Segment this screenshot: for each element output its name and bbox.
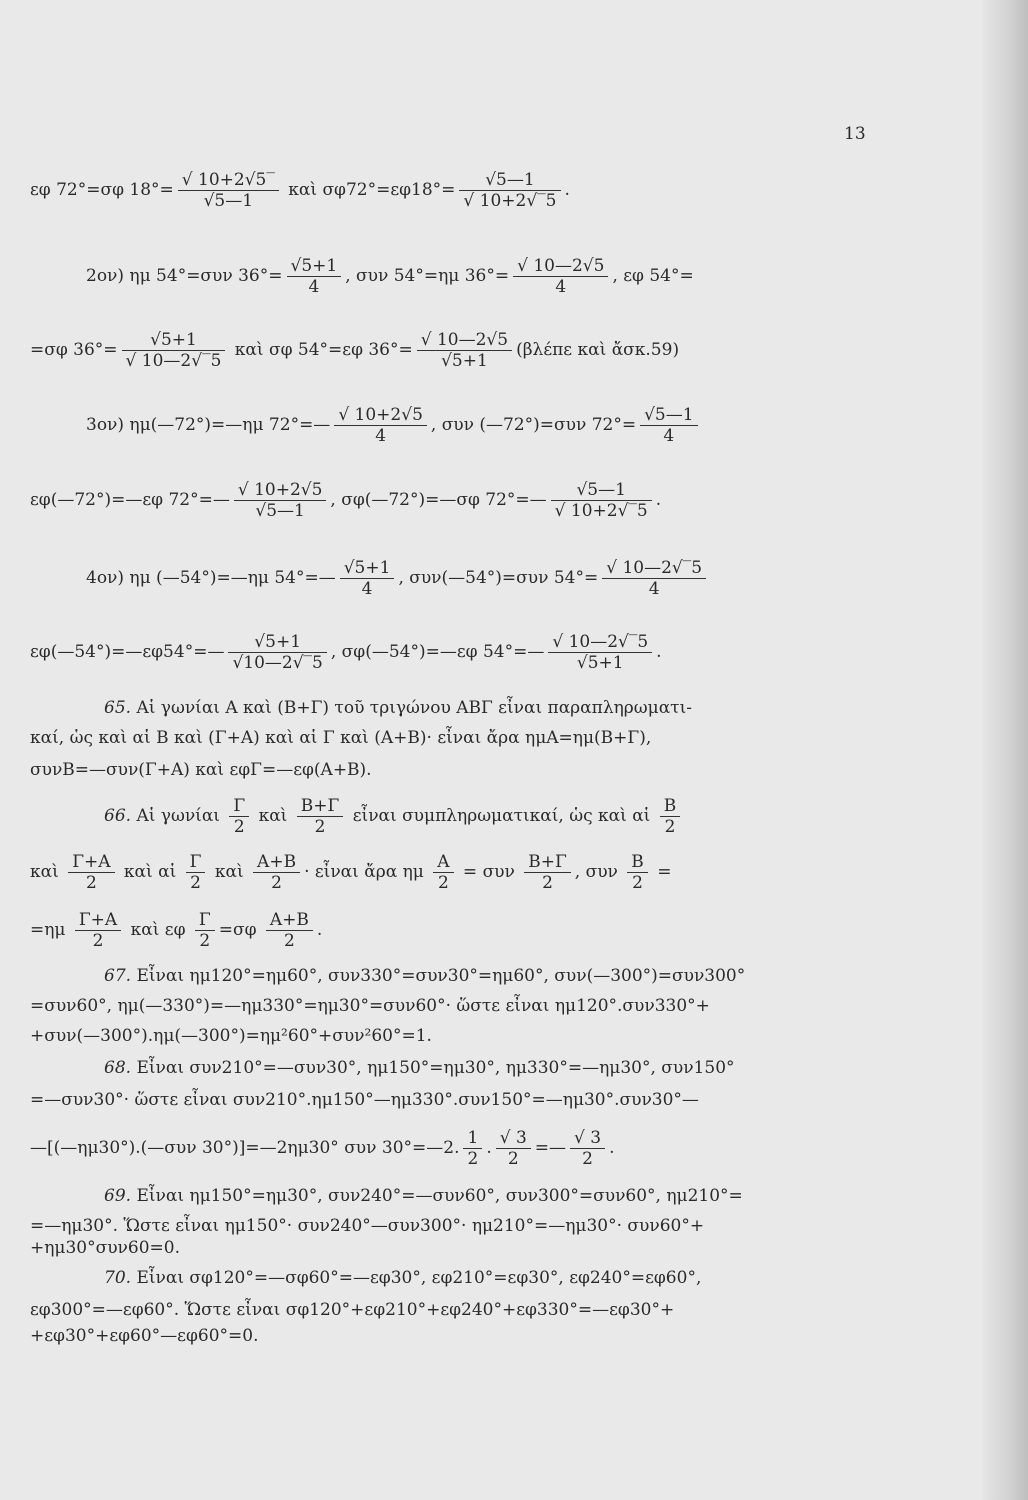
ex70-line-3: +εφ30°+εφ60°—εφ60°=0. [30,1326,259,1346]
formula-text: , συν 54°=ημ 36°= [345,266,510,286]
fraction [253,852,300,893]
formula-text: εφ(—72°)=—εφ 72°=— [30,490,230,510]
formula-text: =σφ 36°= [30,340,118,360]
denominator: 2 [283,931,295,951]
exercise-text: καὶ αἱ [123,862,177,882]
denominator: √5+1 [441,351,488,371]
denominator: 4 [648,579,660,599]
denominator: √5+1 [576,653,624,673]
numerator: Α+Β [253,852,300,873]
fraction [660,796,681,837]
fraction [178,170,279,211]
exercise-text: Αἱ γωνίαι [136,806,220,826]
exercise-number: 68. [104,1058,132,1078]
denominator: √ 10+2√‾5 [554,501,648,521]
exercise-text: =ημ [30,920,66,940]
page-edge-shadow [982,0,1028,1500]
ex65-line-3: συνΒ=—συν(Γ+Α) καὶ εφΓ=—εφ(Α+Β). [30,760,372,780]
ex70-line-1 [104,1268,701,1288]
numerator: Β [627,852,648,873]
fraction [195,910,215,951]
numerator: √ 3 [570,1128,605,1149]
denominator: 4 [663,426,675,446]
fraction [640,405,697,446]
denominator: 2 [632,873,643,893]
fraction [627,852,648,893]
exercise-text: —[(—ημ30°).(—συν 30°)]=—2ημ30° συν 30°=—2. [30,1138,460,1158]
denominator: √5—1 [203,191,254,211]
exercise-number: 69. [104,1186,132,1206]
exercise-text: =— [534,1138,567,1158]
numerator: √ 3 [496,1128,531,1149]
denominator: 4 [375,426,387,446]
fraction [122,330,226,371]
exercise-text: . [486,1138,492,1158]
exercise-text: καὶ [214,862,244,882]
formula-text: , εφ 54°= [612,266,694,286]
exercise-text: εἶναι συμπληρωματικαί, ὡς καὶ αἱ [352,806,651,826]
ex65-line-1 [104,698,692,718]
ex66-line-1 [104,796,684,837]
ex70-line-2: εφ300°=—εφ60°. Ὥστε εἶναι σφ120°+εφ210°+εφ240°+εφ330°=—εφ30°+ [30,1300,675,1320]
numerator: Γ [229,796,249,817]
fraction [496,1128,531,1169]
denominator: 2 [314,817,326,837]
fraction [75,910,121,951]
page-number: 13 [844,124,866,144]
formula-line-7 [30,632,662,673]
numerator: Β+Γ [524,852,571,873]
numerator: Γ+Α [75,910,121,931]
fraction [186,852,206,893]
numerator: Α+Β [266,910,313,931]
numerator: √5+1 [340,558,395,579]
fraction [570,1128,605,1169]
fraction [68,852,114,893]
denominator: 2 [437,873,449,893]
denominator: 2 [664,817,676,837]
fraction [551,480,652,521]
exercise-text: καὶ εφ [130,920,186,940]
exercise-text: . [609,1138,615,1158]
exercise-text: Εἶναι ημ120°=ημ60°, συν330°=συν30°=ημ60°, συν(—300°)=συν300° [136,966,746,986]
ex68-line-3 [30,1128,615,1169]
formula-line-2 [86,256,694,297]
numerator: Γ [195,910,215,931]
exercise-number: 70. [104,1268,132,1288]
numerator: √5+1 [287,256,342,277]
numerator: √5—1 [640,405,697,426]
fraction [297,796,344,837]
fraction [417,330,512,371]
ex67-line-2: =συν60°, ημ(—330°)=—ημ330°=ημ30°=συν60°· ὥστε εἶναι ημ120°.συν330°+ [30,996,710,1016]
fraction [524,852,571,893]
exercise-text: Εἶναι ημ150°=ημ30°, συν240°=—συν60°, συν300°=συν60°, ημ210°= [136,1186,743,1206]
exercise-text: Εἶναι συν210°=—συν30°, ημ150°=ημ30°, ημ330°=—ημ30°, συν150° [136,1058,735,1078]
fraction [340,558,395,599]
denominator: √10—2√‾5 [232,653,323,673]
formula-text: . [655,490,662,510]
ex68-line-1 [104,1058,735,1078]
exercise-text: Αἱ γωνίαι Α καὶ (Β+Γ) τοῦ τριγώνου ΑΒΓ εἶναι παραπληρωματι- [136,698,692,718]
fraction [463,1128,482,1169]
numerator: √5+1 [122,330,226,351]
denominator: 2 [85,873,97,893]
formula-line-4 [86,405,702,446]
denominator: 2 [582,1149,593,1169]
formula-text: . [656,642,662,662]
denominator: 2 [233,817,245,837]
denominator: 2 [190,873,201,893]
formula-text: , σφ(—54°)=—εφ 54°=— [330,642,545,662]
formula-text: καὶ σφ72°=εφ18°= [282,180,456,200]
numerator: Γ [186,852,206,873]
denominator: √5—1 [255,501,305,521]
denominator: 2 [542,873,553,893]
numerator: Β [660,796,681,817]
formula-text: 4ον) ημ (—54°)=—ημ 54°=— [86,568,336,588]
formula-text: , συν (—72°)=συν 72°= [430,415,637,435]
formula-text: 3ον) ημ(—72°)=—ημ 72°=— [86,415,331,435]
formula-text: 2ον) ημ 54°=συν 36°= [86,266,283,286]
denominator: 2 [507,1149,519,1169]
fraction [602,558,706,599]
exercise-text: · εἶναι ἄρα ημ [304,862,424,882]
fraction [548,632,652,673]
denominator: 2 [467,1149,479,1169]
denominator: √ 10—2√‾5 [125,351,222,371]
exercise-text: καὶ [30,862,59,882]
ex69-line-2: =—ημ30°. Ὥστε εἶναι ημ150°· συν240°—συν300°· ημ210°=—ημ30°· συν60°+ [30,1216,705,1236]
fraction [266,910,313,951]
denominator: 2 [271,873,282,893]
formula-text: (βλέπε καὶ ἄσκ.59) [516,340,680,360]
exercise-text: = [657,862,672,882]
exercise-text: = συν [462,862,515,882]
numerator: Α [433,852,453,873]
fraction [234,480,327,521]
exercise-text: =σφ [218,920,257,940]
denominator: 4 [361,579,373,599]
exercise-text: Εἶναι σφ120°=—σφ60°=—εφ30°, εφ210°=εφ30°, εφ240°=εφ60°, [136,1268,702,1288]
numerator: √ 10—2√5 [417,330,512,351]
numerator: √ 10+2√5 [234,480,327,501]
numerator: √5—1 [551,480,652,501]
formula-line-5 [30,480,661,521]
fraction [228,632,326,673]
numerator: Β+Γ [297,796,344,817]
numerator: √5+1 [228,632,326,653]
ex67-line-3: +συν(—300°).ημ(—300°)=ημ²60°+συν²60°=1. [30,1026,432,1046]
formula-text: καὶ σφ 54°=εφ 36°= [229,340,413,360]
exercise-number: 66. [104,806,132,826]
denominator: 2 [199,931,211,951]
formula-line-1 [30,170,570,211]
exercise-text: καὶ [258,806,288,826]
formula-line-6 [86,558,710,599]
exercise-number: 65. [104,698,132,718]
formula-text: εφ 72°=σφ 18°= [30,180,174,200]
ex67-line-1 [104,966,745,986]
ex69-line-1 [104,1186,743,1206]
exercise-text: . [316,920,323,940]
numerator: √ 10—2√‾5 [602,558,706,579]
denominator: 4 [308,277,320,297]
ex66-line-2 [30,852,671,893]
fraction [334,405,427,446]
ex66-line-3 [30,910,322,951]
formula-text: εφ(—54°)=—εφ54°=— [30,642,225,662]
fraction [459,170,560,211]
formula-text: , σφ(—72°)=—σφ 72°=— [330,490,547,510]
denominator: √ 10+2√‾5 [463,191,557,211]
formula-text: . [564,180,570,200]
ex69-line-3: +ημ30°συν60=0. [30,1238,180,1258]
formula-text: , συν(—54°)=συν 54°= [398,568,599,588]
ex68-line-2: =—συν30°· ὥστε εἶναι συν210°.ημ150°—ημ330°.συν150°=—ημ30°.συν30°— [30,1090,699,1110]
exercise-number: 67. [104,966,132,986]
fraction [513,256,608,297]
fraction [229,796,249,837]
numerator: √ 10—2√‾5 [548,632,652,653]
numerator: √ 10—2√5 [513,256,608,277]
numerator: Γ+Α [68,852,114,873]
fraction [287,256,342,297]
formula-line-3 [30,330,679,371]
numerator: 1 [463,1128,482,1149]
numerator: √5—1 [459,170,560,191]
denominator: 4 [555,277,567,297]
exercise-text: , συν [574,862,618,882]
ex65-line-2: καί, ὡς καὶ αἱ Β καὶ (Γ+Α) καὶ αἱ Γ καὶ (Α+Β)· εἶναι ἄρα ημΑ=ημ(Β+Γ), [30,728,652,748]
numerator: √ 10+2√5‾ [178,170,279,191]
fraction [433,852,453,893]
numerator: √ 10+2√5 [334,405,427,426]
denominator: 2 [92,931,104,951]
